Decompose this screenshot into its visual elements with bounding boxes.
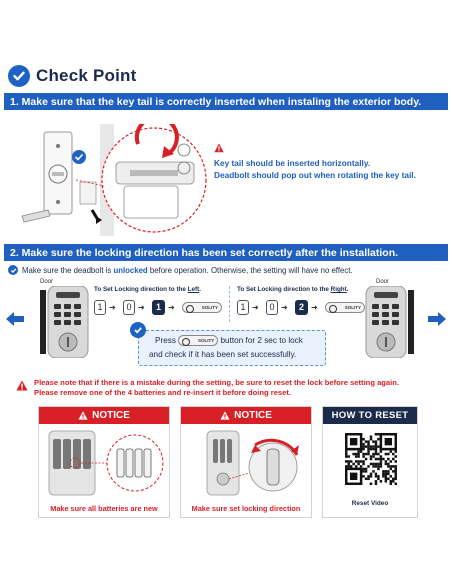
checkmark-icon	[130, 322, 146, 338]
arrow-right-icon: ➜	[311, 303, 318, 312]
arrow-right-icon: ➜	[252, 303, 259, 312]
warning-icon	[214, 143, 224, 153]
left-direction-label: To Set Locking direction to the Left.	[94, 286, 201, 293]
solity-button-icon: SOLITY	[325, 302, 365, 313]
thumbturn-illustration	[185, 427, 309, 499]
key-tail-illustration	[18, 124, 210, 236]
title-row	[8, 64, 136, 88]
arrow-left-icon	[6, 312, 24, 326]
key-tail-note-line2: Deadbolt should pop out when rotating the key tail.	[214, 170, 416, 180]
arrow-right-icon: ➜	[168, 303, 175, 312]
arrow-right-icon: ➜	[281, 303, 288, 312]
notice-caption: Make sure set locking direction	[191, 504, 301, 513]
checkmark-icon	[8, 265, 18, 275]
reset-warning-line1: Please note that if there is a mistake during the setting, be sure to reset the lock before setting again.	[34, 378, 400, 387]
reset-warning	[16, 378, 444, 398]
warning-icon	[78, 411, 88, 420]
reset-caption: Reset Video	[351, 500, 389, 507]
warning-icon	[16, 380, 28, 391]
warning-icon	[220, 411, 230, 420]
unlocked-note-bold: unlocked	[113, 265, 148, 275]
notice-header	[181, 407, 311, 424]
key-1: 1	[237, 300, 249, 315]
unlocked-note-prefix: Make sure the deadbolt is	[22, 265, 114, 275]
keypad-lock-right	[362, 286, 428, 358]
key-0: 0	[123, 300, 135, 315]
key-tail-note	[214, 157, 446, 181]
press-line2: and check if it has been set successfully.	[149, 350, 297, 359]
right-direction-label: To Set Locking direction to the Right.	[237, 286, 349, 293]
notice-header	[39, 407, 169, 424]
notice-title: NOTICE	[92, 410, 130, 421]
keypad-lock-left	[26, 286, 92, 358]
notice-card-batteries	[38, 406, 170, 518]
press-prefix: Press	[155, 336, 176, 345]
arrow-right-icon: ➜	[138, 303, 145, 312]
arrow-right-icon: ➜	[109, 303, 116, 312]
page-title: Check Point	[36, 66, 137, 85]
press-instruction	[138, 330, 326, 366]
qr-code-icon[interactable]	[345, 433, 397, 485]
right-key-sequence	[237, 300, 369, 316]
arrow-right-icon	[428, 312, 446, 326]
unlocked-note	[8, 264, 448, 276]
key-1: 1	[94, 300, 106, 315]
solity-button-icon: SOLITY	[178, 335, 218, 346]
reset-warning-line2: Please remove one of the 4 batteries and re-insert it before doing reset.	[34, 388, 291, 397]
section1-banner: 1. Make sure that the key tail is correctly inserted when instaling the exterior body.	[4, 93, 448, 110]
key-direction-left: 1	[152, 300, 165, 315]
reset-card[interactable]	[322, 406, 418, 518]
press-suffix: button for 2 sec to lock	[220, 336, 303, 345]
checkmark-icon	[8, 65, 30, 87]
door-label-right: Door	[376, 279, 390, 285]
key-0: 0	[266, 300, 278, 315]
unlocked-note-suffix: before operation. Otherwise, the setting will have no effect.	[147, 265, 353, 275]
door-label-left: Door	[40, 279, 54, 285]
left-key-sequence	[94, 300, 226, 316]
notice-caption: Make sure all batteries are new	[50, 504, 158, 513]
reset-header: HOW TO RESET	[323, 407, 417, 424]
sequence-divider	[229, 286, 230, 322]
key-tail-note-line1: Key tail should be inserted horizontally.	[214, 158, 371, 168]
notice-card-direction	[180, 406, 312, 518]
section2-banner: 2. Make sure the locking direction has been set correctly after the installation.	[4, 244, 448, 261]
battery-illustration	[43, 427, 167, 499]
key-direction-right: 2	[295, 300, 308, 315]
solity-button-icon: SOLITY	[182, 302, 222, 313]
notice-title: NOTICE	[234, 410, 272, 421]
